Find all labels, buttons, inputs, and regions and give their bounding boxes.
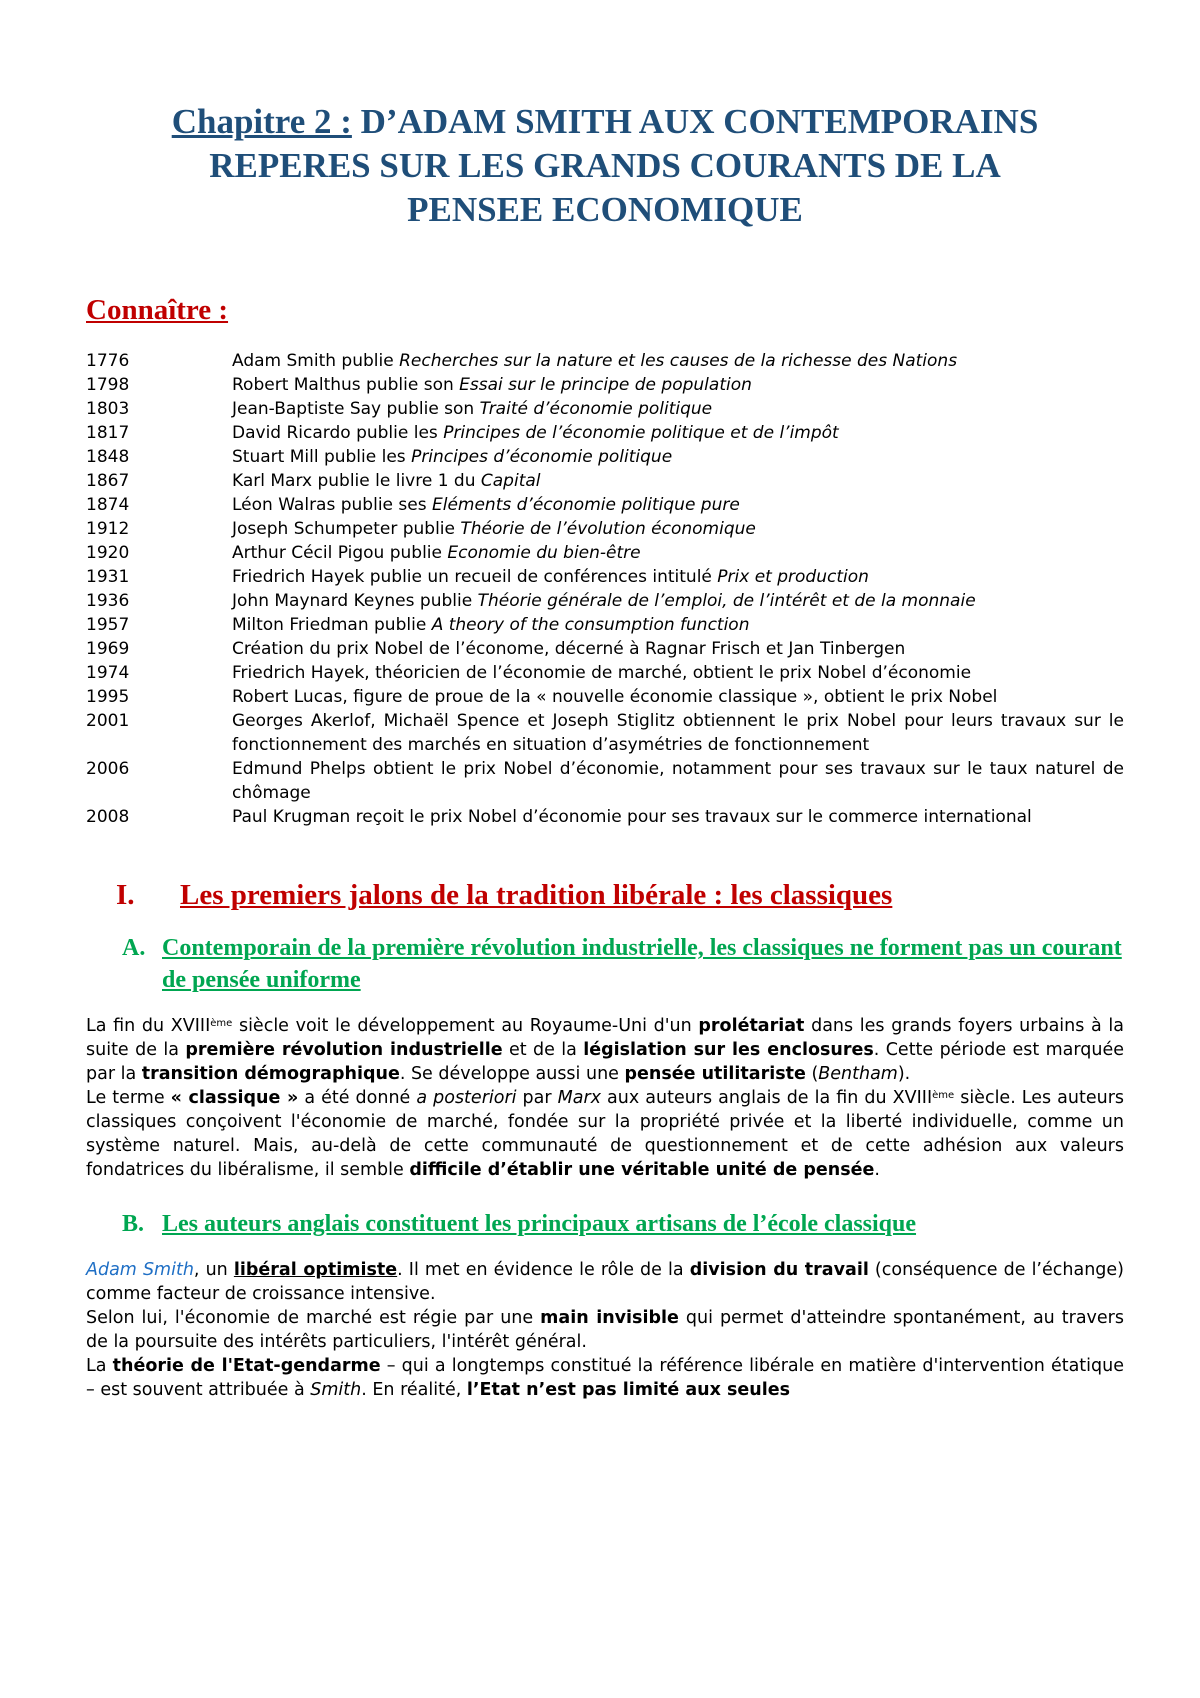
timeline-year: 1931: [86, 567, 130, 587]
timeline-work: A theory of the consumption function: [431, 615, 750, 635]
timeline-text: Joseph Schumpeter publie: [232, 519, 461, 539]
timeline-year: 1974: [86, 663, 130, 683]
timeline-row: [86, 589, 1124, 613]
timeline-work: Principes d’économie politique: [411, 447, 673, 467]
timeline-year: 1848: [86, 447, 130, 467]
timeline-row: [86, 805, 1124, 829]
subsection-a-number: A.: [122, 935, 146, 961]
timeline-year: 1803: [86, 399, 130, 419]
timeline-year: 1798: [86, 375, 130, 395]
timeline-text: Milton Friedman publie: [232, 615, 432, 635]
timeline-row: [86, 445, 1124, 469]
paragraph-b-2: Selon lui, l'économie de marché est régie par une main invisible qui permet d'atteindre spontanément, au travers de la poursuite des intérêts particuliers, l'intérêt général.: [86, 1308, 1124, 1352]
section-1-number: I.: [116, 879, 135, 911]
subsection-b-title: Les auteurs anglais constituent les principaux artisans de l’école classique: [162, 1211, 917, 1237]
timeline-row: [86, 709, 1124, 757]
subsection-a-title: Contemporain de la première révolution industrielle, les classiques ne forment pas un courant de pensée uniforme: [162, 935, 1122, 993]
timeline-year: 1995: [86, 687, 130, 707]
timeline-list: [86, 349, 1124, 829]
timeline-text: David Ricardo publie les: [232, 423, 444, 443]
timeline-row: [86, 469, 1124, 493]
timeline-year: 1957: [86, 615, 130, 635]
timeline-year: 1920: [86, 543, 130, 563]
timeline-row: [86, 757, 1124, 805]
timeline-work: Prix et production: [717, 567, 869, 587]
timeline-text: Robert Malthus publie son: [232, 375, 460, 395]
timeline-work: Théorie de l’évolution économique: [460, 519, 756, 539]
timeline-row: [86, 541, 1124, 565]
timeline-row: [86, 637, 1124, 661]
timeline-row: [86, 685, 1124, 709]
timeline-work: Traité d’économie politique: [479, 399, 713, 419]
section-1-heading: [86, 879, 1124, 912]
timeline-year: 1776: [86, 351, 130, 371]
subsection-a-heading: [86, 932, 1124, 996]
timeline-year: 1912: [86, 519, 130, 539]
timeline-text: Arthur Cécil Pigou publie: [232, 543, 448, 563]
timeline-text: Adam Smith publie: [232, 351, 400, 371]
timeline-work: Economie du bien-être: [447, 543, 641, 563]
chapter-title: [86, 100, 1124, 232]
timeline-text: Création du prix Nobel de l’économe, décerné à Ragnar Frisch et Jan Tinbergen: [232, 639, 906, 659]
timeline-text: Robert Lucas, figure de proue de la « nouvelle économie classique », obtient le prix Nobel: [232, 687, 998, 707]
timeline-row: [86, 565, 1124, 589]
paragraph-b-1: Adam Smith, un libéral optimiste. Il met en évidence le rôle de la division du travail (conséquence de l’échange) comme facteur de croissance intensive.: [86, 1260, 1124, 1304]
timeline-row: [86, 493, 1124, 517]
timeline-year: 1969: [86, 639, 130, 659]
timeline-year: 1936: [86, 591, 130, 611]
timeline-text: Jean-Baptiste Say publie son: [232, 399, 480, 419]
subsection-b-number: B.: [122, 1211, 145, 1237]
chapter-label: Chapitre 2 :: [171, 102, 352, 141]
timeline-text: Léon Walras publie ses: [232, 495, 432, 515]
timeline-year: 2001: [86, 711, 130, 731]
paragraph-a-1: La fin du XVIIIème siècle voit le développement au Royaume-Uni d'un prolétariat dans les grands foyers urbains à la suite de la première révolution industrielle et de la législation sur les enclosures. Cette période est marquée par la transition démographique. Se développe aussi une pensée utilitariste (Bentham).: [86, 1016, 1125, 1084]
title-line-3: PENSEE ECONOMIQUE: [407, 190, 803, 229]
timeline-row: [86, 421, 1124, 445]
timeline-text: Friedrich Hayek publie un recueil de conférences intitulé: [232, 567, 718, 587]
timeline-row: [86, 397, 1124, 421]
timeline-year: 1817: [86, 423, 130, 443]
connaitre-heading: Connaître :: [86, 294, 229, 326]
timeline-work: Eléments d’économie politique pure: [431, 495, 740, 515]
timeline-text: Paul Krugman reçoit le prix Nobel d’économie pour ses travaux sur le commerce international: [232, 807, 1032, 827]
timeline-row: [86, 517, 1124, 541]
subsection-b-heading: [86, 1208, 1124, 1240]
timeline-year: 1867: [86, 471, 130, 491]
timeline-work: Essai sur le principe de population: [459, 375, 752, 395]
title-line-2: REPERES SUR LES GRANDS COURANTS DE LA: [209, 146, 1001, 185]
timeline-work: Capital: [480, 471, 541, 491]
timeline-row: [86, 661, 1124, 685]
author-link-adam-smith[interactable]: Adam Smith: [86, 1260, 194, 1280]
section-1-title: Les premiers jalons de la tradition libérale : les classiques: [180, 879, 893, 911]
timeline-row: [86, 349, 1124, 373]
timeline-row: [86, 373, 1124, 397]
timeline-text: Stuart Mill publie les: [232, 447, 412, 467]
timeline-text: Karl Marx publie le livre 1 du: [232, 471, 481, 491]
timeline-work: Principes de l’économie politique et de l’impôt: [443, 423, 839, 443]
timeline-work: Théorie générale de l’emploi, de l’intérêt et de la monnaie: [477, 591, 976, 611]
timeline-work: Recherches sur la nature et les causes de la richesse des Nations: [399, 351, 958, 371]
timeline-text: John Maynard Keynes publie: [232, 591, 478, 611]
timeline-year: 2008: [86, 807, 130, 827]
paragraph-a-2: Le terme « classique » a été donné a posteriori par Marx aux auteurs anglais de la fin du XVIIIème siècle. Les auteurs classiques conçoivent l'économie de marché, fondée sur la propriété privée et la liberté individuelle, comme un système naturel. Mais, au-delà de cette communauté de questionnement et de cette adhésion aux valeurs fondatrices du libéralisme, il semble difficile d’établir une véritable unité de pensée.: [86, 1088, 1125, 1180]
title-line-1: D’ADAM SMITH AUX CONTEMPORAINS: [360, 102, 1039, 141]
timeline-row: [86, 613, 1124, 637]
paragraph-b-3: La théorie de l'Etat-gendarme – qui a longtemps constitué la référence libérale en matière d'intervention étatique – est souvent attribuée à Smith. En réalité, l’Etat n’est pas limité aux seules: [86, 1356, 1124, 1400]
timeline-text: Georges Akerlof, Michaël Spence et Joseph Stiglitz obtiennent le prix Nobel pour leurs travaux sur le fonctionnement des marchés en situation d’asymétries de fonctionnement: [232, 711, 1124, 755]
timeline-text: Edmund Phelps obtient le prix Nobel d’économie, notamment pour ses travaux sur le taux naturel de chômage: [232, 759, 1124, 803]
timeline-year: 2006: [86, 759, 130, 779]
timeline-text: Friedrich Hayek, théoricien de l’économie de marché, obtient le prix Nobel d’économie: [232, 663, 972, 683]
timeline-year: 1874: [86, 495, 130, 515]
